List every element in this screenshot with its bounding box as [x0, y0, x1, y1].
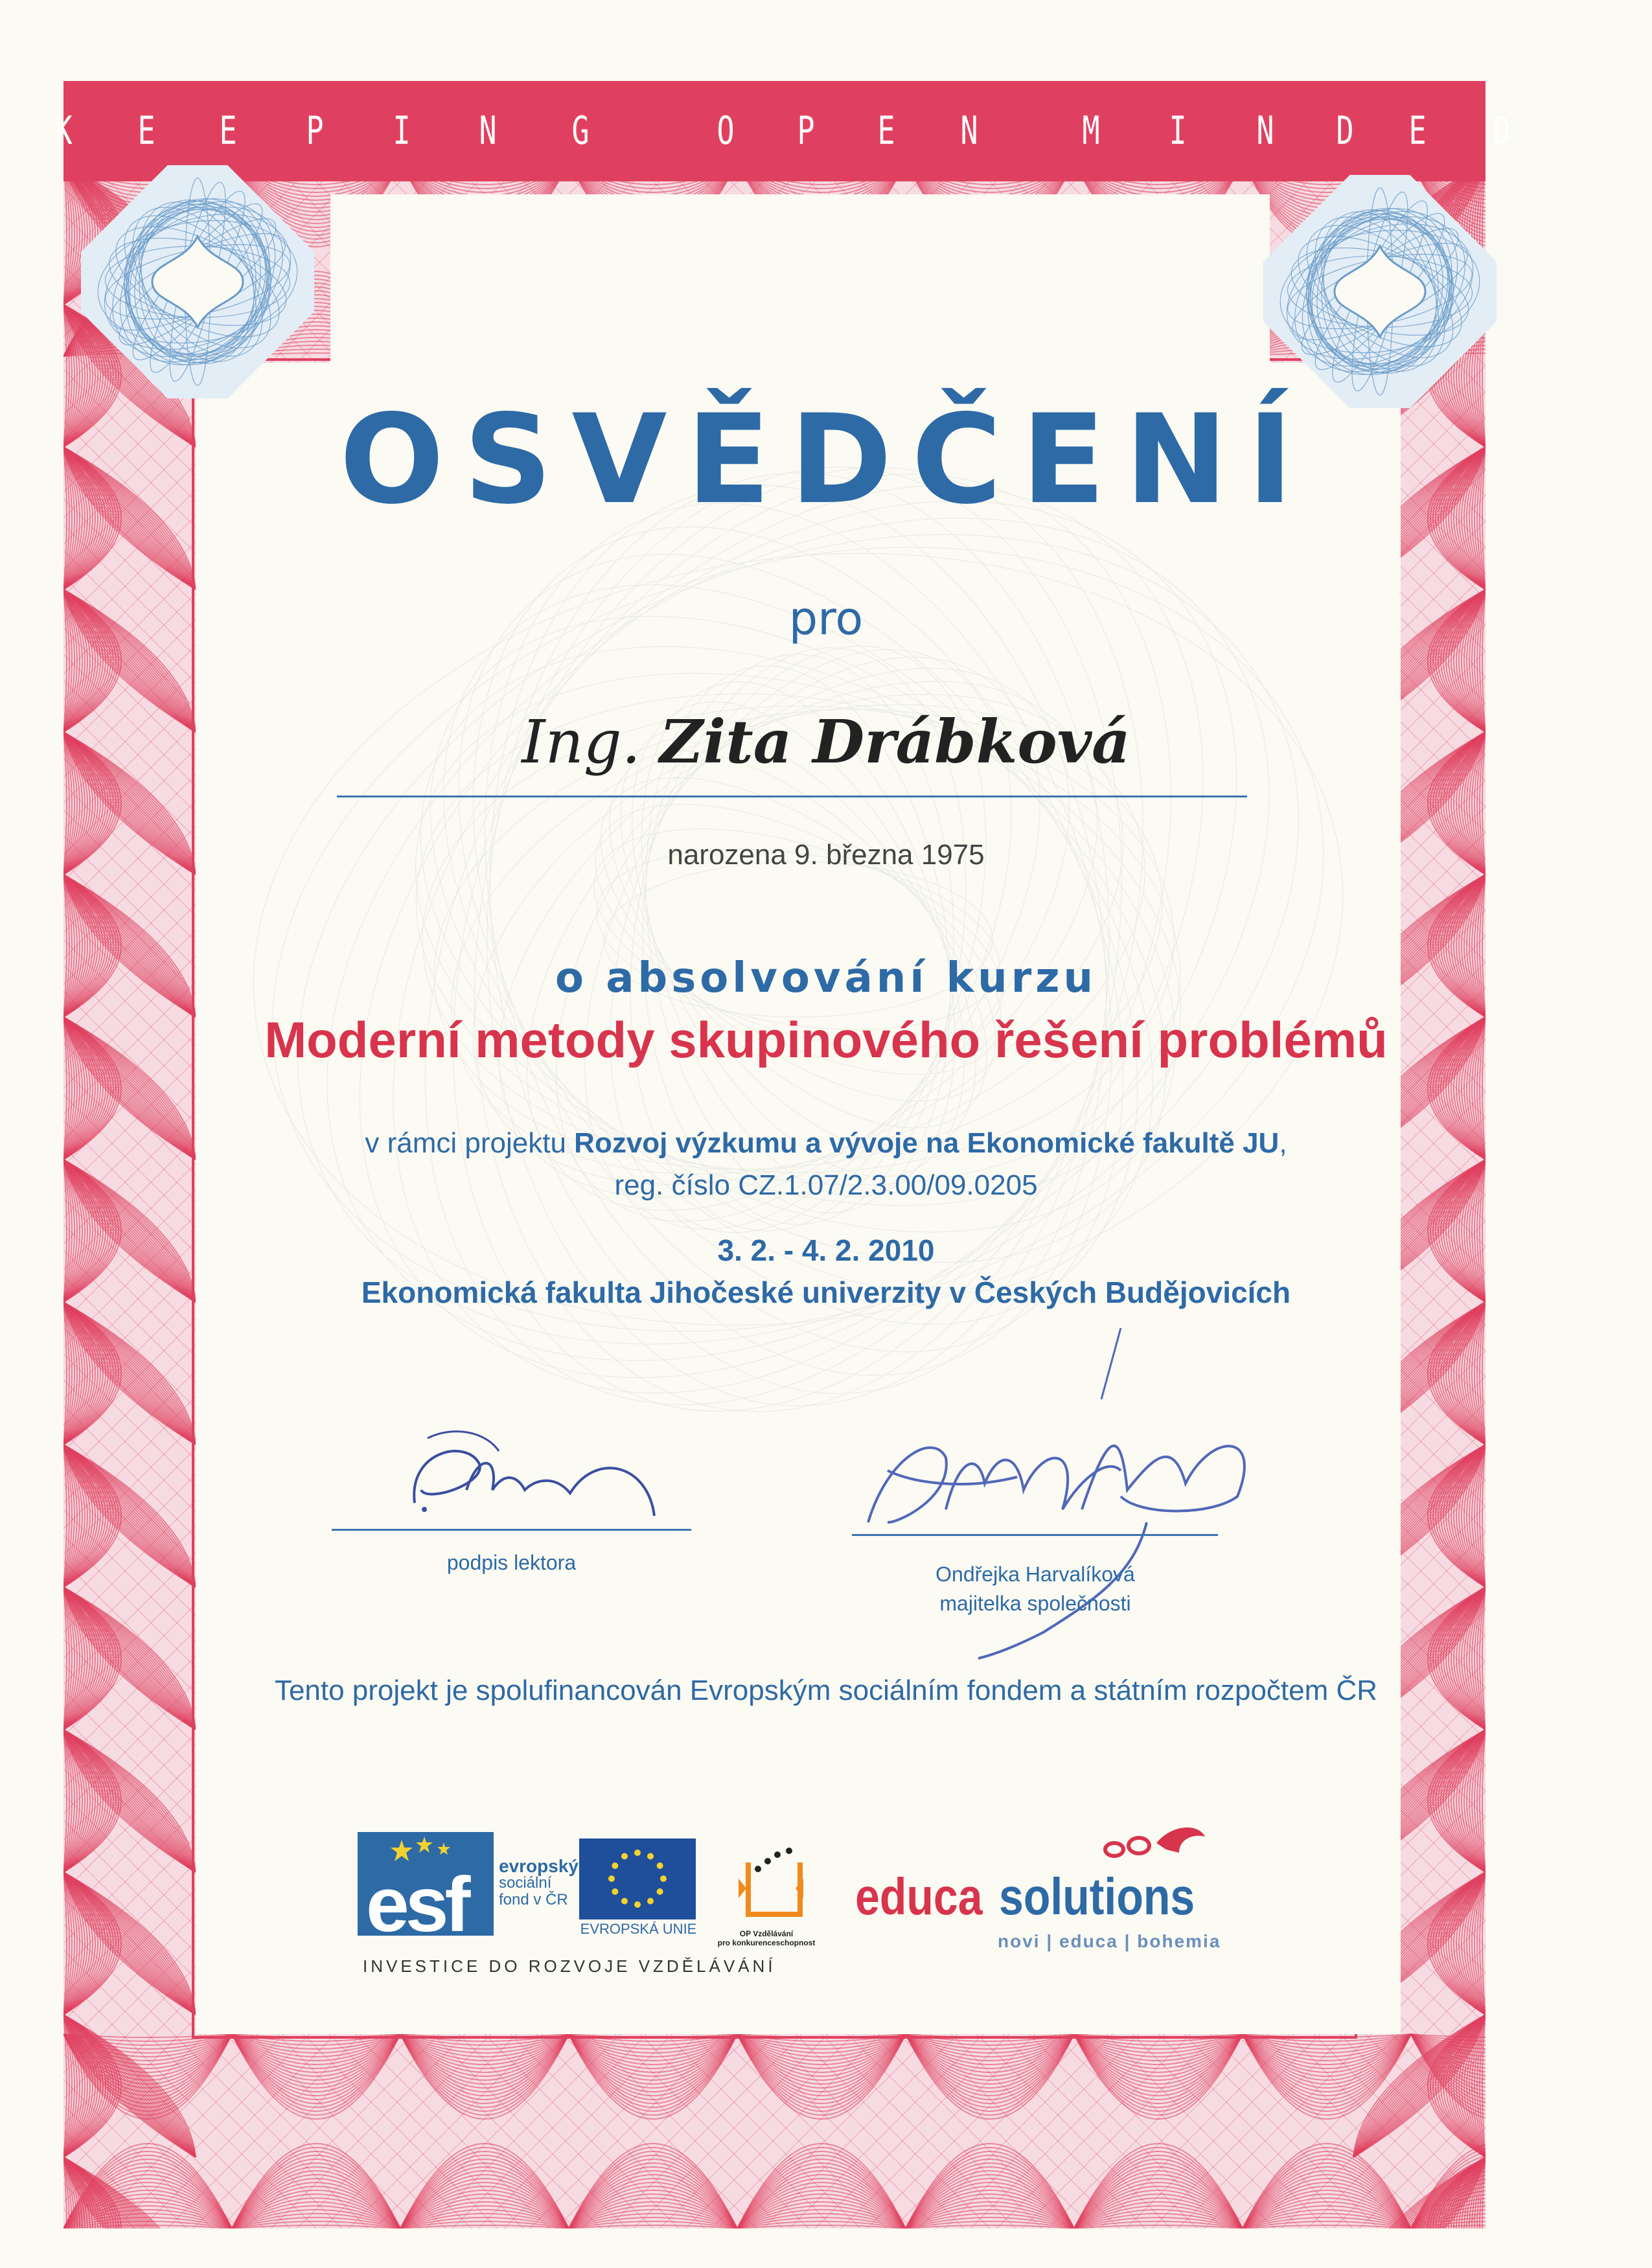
banner-letter: E	[137, 108, 155, 154]
recipient-name	[0, 703, 1652, 781]
faculty-name: Ekonomická fakulta Jihočeské univerzity v Českých Budějovicích	[361, 1276, 1291, 1309]
banner-letter: N	[1256, 108, 1274, 154]
op-education-label	[705, 1929, 828, 1947]
banner-letter: G	[571, 108, 590, 154]
recipient-title: Ing.	[522, 707, 641, 777]
solutions-word: solutions	[999, 1868, 1195, 1925]
eu-label: EVROPSKÁ UNIE	[580, 1921, 697, 1937]
course-name: Moderní metody skupinového řešení problémů	[264, 1011, 1388, 1068]
educa-arrows-icon	[1101, 1817, 1211, 1869]
op-line-1: OP Vzdělávání	[739, 1929, 794, 1938]
name-underline	[337, 796, 1247, 797]
project-suffix: ,	[1279, 1127, 1287, 1159]
project-prefix: v rámci projektu	[365, 1127, 575, 1159]
educa-word: educa	[855, 1868, 983, 1925]
for-label: pro	[788, 592, 864, 645]
banner-letter: M	[1082, 108, 1100, 154]
banner-letter: E	[1408, 108, 1427, 154]
esf-text	[499, 1858, 577, 1908]
op-line-2: pro konkurenceschopnost	[717, 1938, 816, 1947]
banner-letter: I	[393, 108, 411, 154]
banner-letter: I	[1169, 108, 1187, 154]
certificate-body-top	[330, 194, 1270, 402]
banner-letter: N	[479, 108, 497, 154]
banner-letter: P	[306, 108, 324, 154]
banner-letter: K	[54, 108, 73, 154]
eu-flag-icon	[579, 1838, 696, 1919]
birth-date: narozena 9. března 1975	[667, 839, 985, 871]
lecturer-label: podpis lektora	[446, 1551, 577, 1574]
banner-letter: D	[1336, 108, 1354, 154]
banner-letter: D	[1493, 108, 1511, 154]
investice-tagline: INVESTICE DO ROZVOJE VZDĚLÁVÁNÍ	[363, 1956, 776, 1976]
course-dates: 3. 2. - 4. 2. 2010	[717, 1233, 935, 1267]
funding-statement: Tento projekt je spolufinancován Evropským sociálním fondem a státním rozpočtem ČR	[274, 1675, 1378, 1706]
project-name: Rozvoj výzkumu a vývoje na Ekonomické fakultě JU	[574, 1127, 1279, 1159]
owner-name: Ondřejka Harvalíková	[935, 1563, 1135, 1586]
recipient-full-name: Zita Drábková	[660, 707, 1130, 777]
registration-number: reg. číslo CZ.1.07/2.3.00/09.0205	[614, 1169, 1038, 1201]
lecturer-signature	[389, 1412, 674, 1542]
banner-letter: N	[960, 108, 978, 154]
completion-label: o absolvování kurzu	[555, 954, 1097, 1002]
certificate-title: OSVĚDČENÍ	[339, 388, 1313, 531]
esf-line-2: sociální	[499, 1874, 552, 1892]
esf-letters: esf	[366, 1861, 467, 1948]
banner-letter: E	[219, 108, 237, 154]
banner-letter: P	[797, 108, 815, 154]
project-line	[0, 1124, 1652, 1163]
banner-letter: E	[877, 108, 895, 154]
banner-letter: O	[717, 108, 735, 154]
corner-ornament-right	[1263, 175, 1497, 408]
op-education-logo-icon	[739, 1843, 810, 1927]
esf-line-3: fond v ČR	[499, 1891, 568, 1908]
lecturer-signature-line	[332, 1529, 691, 1531]
owner-role: majitelka společnosti	[939, 1592, 1131, 1615]
educa-subline: novi | educa | bohemia	[998, 1931, 1221, 1951]
owner-signature-line	[852, 1534, 1218, 1536]
corner-ornament-left	[81, 165, 314, 398]
esf-line-1: evropský	[499, 1856, 579, 1876]
